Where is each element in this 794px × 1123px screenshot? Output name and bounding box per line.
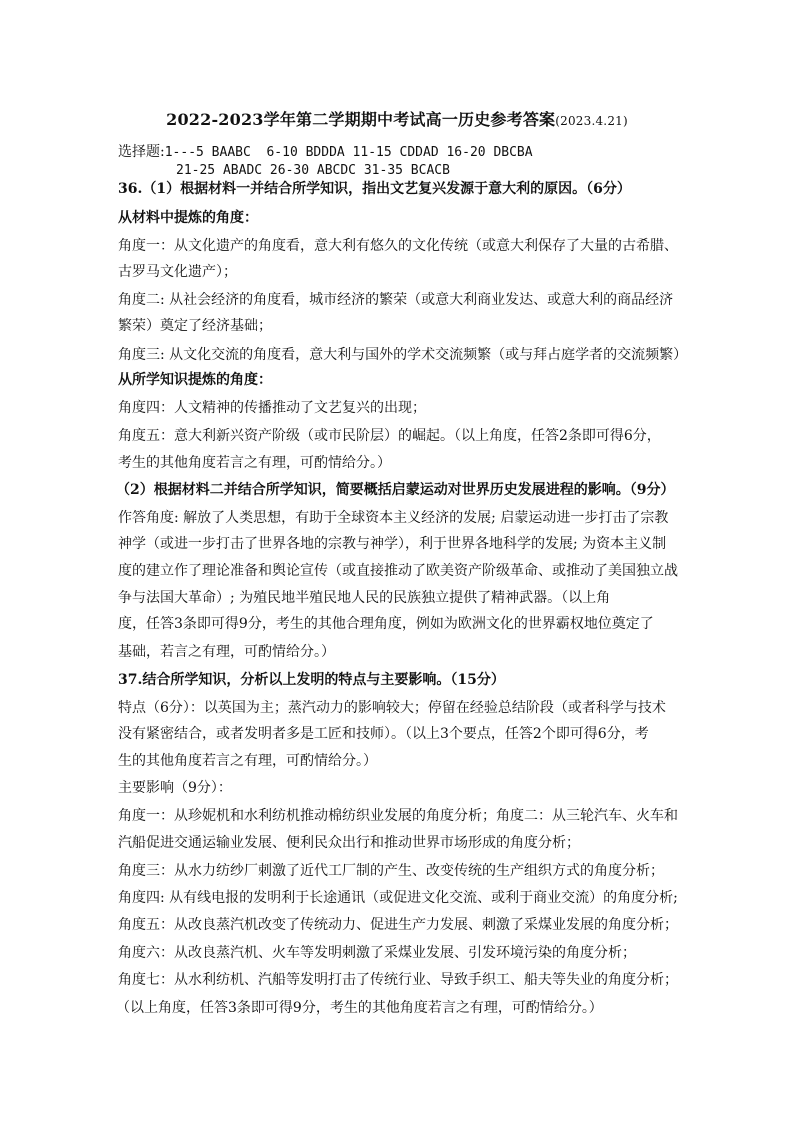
- text-line: 角度三: 从文化交流的角度看，意大利与国外的学术交流频繁（或与拜占庭学者的交流频繁）: [118, 347, 688, 363]
- text-line: 考生的其他角度若言之有理，可酌情给分。）: [118, 455, 391, 471]
- text-line: 角度五：意大利新兴资产阶级（或市民阶层）的崛起。（以上角度，任答2条即可得6分，: [118, 428, 661, 444]
- choice-answers-line-2: 21-25 ABADC 26-30 ABCDC 31-35 BCACB: [176, 163, 450, 178]
- text-line: 神学（或进一步打击了世界各地的宗教与神学），利于世界各地科学的发展; 为资本主义制: [118, 536, 667, 552]
- text-line: （2）根据材料二并结合所学知识，简要概括启蒙运动对世界历史发展进程的影响。（9分）: [116, 482, 675, 498]
- title-date: (2023.4.21): [555, 114, 628, 128]
- text-line: 37.结合所学知识，分析以上发明的特点与主要影响。（15分）: [118, 672, 505, 688]
- text-line: 特点（6分）：以英国为主；蒸汽动力的影响较大；停留在经验总结阶段（或者科学与技术: [118, 700, 666, 716]
- text-line: 从材料中提炼的角度：: [118, 210, 258, 226]
- text-line: 角度三：从水力纺纱厂刺激了近代工厂制的产生、改变传统的生产组织方式的角度分析；: [118, 863, 664, 879]
- text-line: 角度七：从水利纺机、汽船等发明打击了传统行业、导致手织工、船夫等失业的角度分析；: [118, 972, 678, 988]
- text-line: 古罗马文化遗产）；: [118, 264, 237, 280]
- text-line: 角度五：从改良蒸汽机改变了传统动力、促进生产力发展、刺激了采煤业发展的角度分析；: [118, 917, 678, 933]
- text-line: 角度二: 从社会经济的角度看，城市经济的繁荣（或意大利商业发达、或意大利的商品经济: [118, 292, 674, 308]
- text-line: 生的其他角度若言之有理，可酌情给分。）: [118, 753, 377, 769]
- text-line: 作答角度: 解放了人类思想，有助于全球资本主义经济的发展; 启蒙运动进一步打击了宗教: [118, 510, 669, 526]
- choice-answers-1: 1---5 BAABC 6-10 BDDDA 11-15 CDDAD 16-20 DBCBA: [164, 145, 533, 160]
- text-line: 繁荣）奠定了经济基础；: [118, 318, 272, 334]
- text-line: 没有紧密结合，或者发明者多是工匠和技师）。（以上3个要点，任答2个即可得6分，考: [118, 726, 649, 742]
- text-line: 从所学知识提炼的角度：: [118, 372, 272, 388]
- text-line: 角度四: 从有线电报的发明利于长途通讯（或促进文化交流、或利于商业交流）的角度分析;: [118, 890, 678, 906]
- choice-answers-line-1: [118, 141, 533, 161]
- page-title: [0, 107, 794, 130]
- text-line: 角度一：从文化遗产的角度看，意大利有悠久的文化传统（或意大利保存了大量的古希腊、: [118, 238, 678, 254]
- text-line: 角度四：人文精神的传播推动了文艺复兴的出现；: [118, 400, 426, 416]
- text-line: 汽船促进交通运输业发展、便利民众出行和推动世界市场形成的角度分析；: [118, 835, 580, 851]
- text-line: 36.（1）根据材料一并结合所学知识，指出文艺复兴发源于意大利的原因。（6分）: [118, 181, 631, 197]
- text-line: 角度一：从珍妮机和水利纺机推动棉纺织业发展的角度分析；角度二：从三轮汽车、火车和: [118, 808, 678, 824]
- text-line: 主要影响（9分）：: [118, 780, 232, 796]
- title-main: 2022-2023学年第二学期期中考试高一历史参考答案: [166, 110, 556, 129]
- text-line: （以上角度，任答3条即可得9分，考生的其他角度若言之有理，可酌情给分。）: [116, 1000, 603, 1016]
- text-line: 角度六：从改良蒸汽机、火车等发明刺激了采煤业发展、引发环境污染的角度分析；: [118, 945, 636, 961]
- text-line: 争与法国大革命）; 为殖民地半殖民地人民的民族独立提供了精神武器。（以上角: [118, 590, 611, 606]
- text-line: 度，任答3条即可得9分，考生的其他合理角度，例如为欧洲文化的世界霸权地位奠定了: [118, 616, 654, 632]
- text-line: 度的建立作了理论准备和舆论宣传（或直接推动了欧美资产阶级革命、或推动了美国独立战: [118, 563, 678, 579]
- text-line: 基础，若言之有理，可酌情给分。）: [118, 644, 335, 660]
- choice-label: 选择题:: [118, 144, 165, 160]
